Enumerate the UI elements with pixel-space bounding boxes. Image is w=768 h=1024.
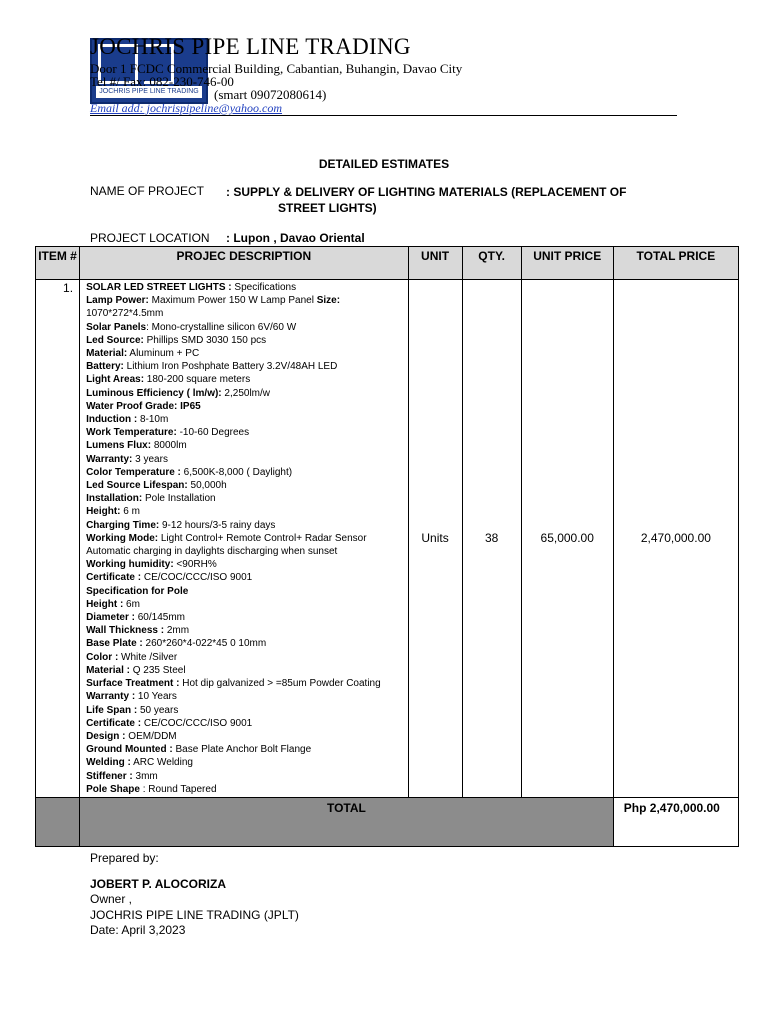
header-description: PROJEC DESCRIPTION [80,247,408,280]
cell-unit-price: 65,000.00 [521,280,613,798]
project-location-value: : Lupon , Davao Oriental [226,231,365,245]
description-line: Height : 6m [86,598,140,610]
description-line: Height: 6 m [86,506,140,518]
description-line: Color : White /Silver [86,651,178,663]
project-name-label: NAME OF PROJECT [90,184,205,198]
description-line: Base Plate : 260*260*4-022*45 0 10mm [86,638,267,650]
project-location-label: PROJECT LOCATION [90,231,210,245]
total-empty-cell [36,797,80,846]
project-name-value-line1: : SUPPLY & DELIVERY OF LIGHTING MATERIALS (REPLACEMENT OF [226,185,627,199]
header-qty: QTY. [462,247,521,280]
description-line: Ground Mounted : Base Plate Anchor Bolt Flange [86,744,312,756]
description-line: Light Areas: 180-200 square meters [86,374,251,386]
total-label: TOTAL [80,797,614,846]
description-line: Automatic charging in daylights discharging when sunset [86,546,338,558]
description-line: Design : OEM/DDM [86,730,177,742]
description-line: Material: Aluminum + PC [86,348,200,360]
cell-total-price: 2,470,000.00 [613,280,738,798]
header-total-price: TOTAL PRICE [613,247,738,280]
header-divider [90,115,677,116]
cell-item: 1. [36,280,80,798]
description-line: Solar Panels: Mono-crystalline silicon 6V/60 W [86,321,297,333]
estimate-table [35,246,739,847]
signatory-company: JOCHRIS PIPE LINE TRADING (JPLT) [90,908,299,922]
signatory-position: Owner , [90,892,133,906]
description-line: Stiffener : 3mm [86,770,158,782]
description-line: Battery: Lithium Iron Poshphate Battery 3.2V/48AH LED [86,361,338,373]
description-list [86,281,403,796]
description-line: Warranty: 3 years [86,453,168,465]
company-tel: Tel #/ Fax: 082-230-746-00 [90,74,234,89]
project-name-value-line2: STREET LIGHTS) [278,201,377,215]
description-line: Pole Shape : Round Tapered [86,783,217,795]
description-line: Diameter : 60/145mm [86,612,185,624]
description-line: Life Span : 50 years [86,704,179,716]
description-line: Certificate : CE/COC/CCC/ISO 9001 [86,572,253,584]
company-address: Door 1 FCDC Commercial Building, Cabantian, Buhangin, Davao City [90,61,463,76]
prepared-by-label: Prepared by: [90,851,159,865]
description-line: Led Source Lifespan: 50,000h [86,480,227,492]
description-line: Working humidity: <90RH% [86,559,217,571]
description-line: Wall Thickness : 2mm [86,625,190,637]
table-header-row [36,247,739,280]
logo-text: JOCHRIS PIPE LINE TRADING [99,88,199,95]
document-date: Date: April 3,2023 [90,923,186,937]
company-mobile: (smart 09072080614) [214,87,327,102]
table-row [36,280,739,798]
description-line: Warranty : 10 Years [86,691,177,703]
document-title: DETAILED ESTIMATES [318,157,450,171]
description-line: Working Mode: Light Control+ Remote Control+ Radar Sensor [86,532,367,544]
header-unit-price: UNIT PRICE [521,247,613,280]
total-amount: Php 2,470,000.00 [613,797,738,846]
company-name: JOCHRIS PIPE LINE TRADING [90,34,411,59]
description-line: Induction : 8-10m [86,414,169,426]
cell-qty: 38 [462,280,521,798]
description-line: Charging Time: 9-12 hours/3-5 rainy days [86,519,276,531]
description-line: Specification for Pole [86,585,189,597]
description-line: Welding : ARC Welding [86,757,193,769]
description-line: Color Temperature : 6,500K-8,000 ( Daylight) [86,466,293,478]
total-row [36,797,739,846]
description-line: Material : Q 235 Steel [86,664,186,676]
company-email[interactable]: Email add: jochrispipeline@yahoo.com [90,101,283,115]
description-line: Installation: Pole Installation [86,493,216,505]
header-item: ITEM # [36,247,80,280]
description-line: Water Proof Grade: IP65 [86,400,201,412]
description-line: Led Source: Phillips SMD 3030 150 pcs [86,334,267,346]
cell-unit: Units [408,280,462,798]
signatory-name: JOBERT P. ALOCORIZA [90,877,227,891]
description-line: Luminous Efficiency ( lm/w): 2,250lm/w [86,387,270,399]
cell-description [80,280,408,798]
description-line: Work Temperature: -10-60 Degrees [86,427,250,439]
description-line: Lamp Power: Maximum Power 150 W Lamp Panel Size: [86,295,341,307]
header-unit: UNIT [408,247,462,280]
description-line: Lumens Flux: 8000lm [86,440,187,452]
description-line: Certificate : CE/COC/CCC/ISO 9001 [86,717,253,729]
description-line: 1070*272*4.5mm [86,308,164,320]
description-line: SOLAR LED STREET LIGHTS : Specifications [86,282,297,293]
description-line: Surface Treatment : Hot dip galvanized > =85um Powder Coating [86,678,381,690]
